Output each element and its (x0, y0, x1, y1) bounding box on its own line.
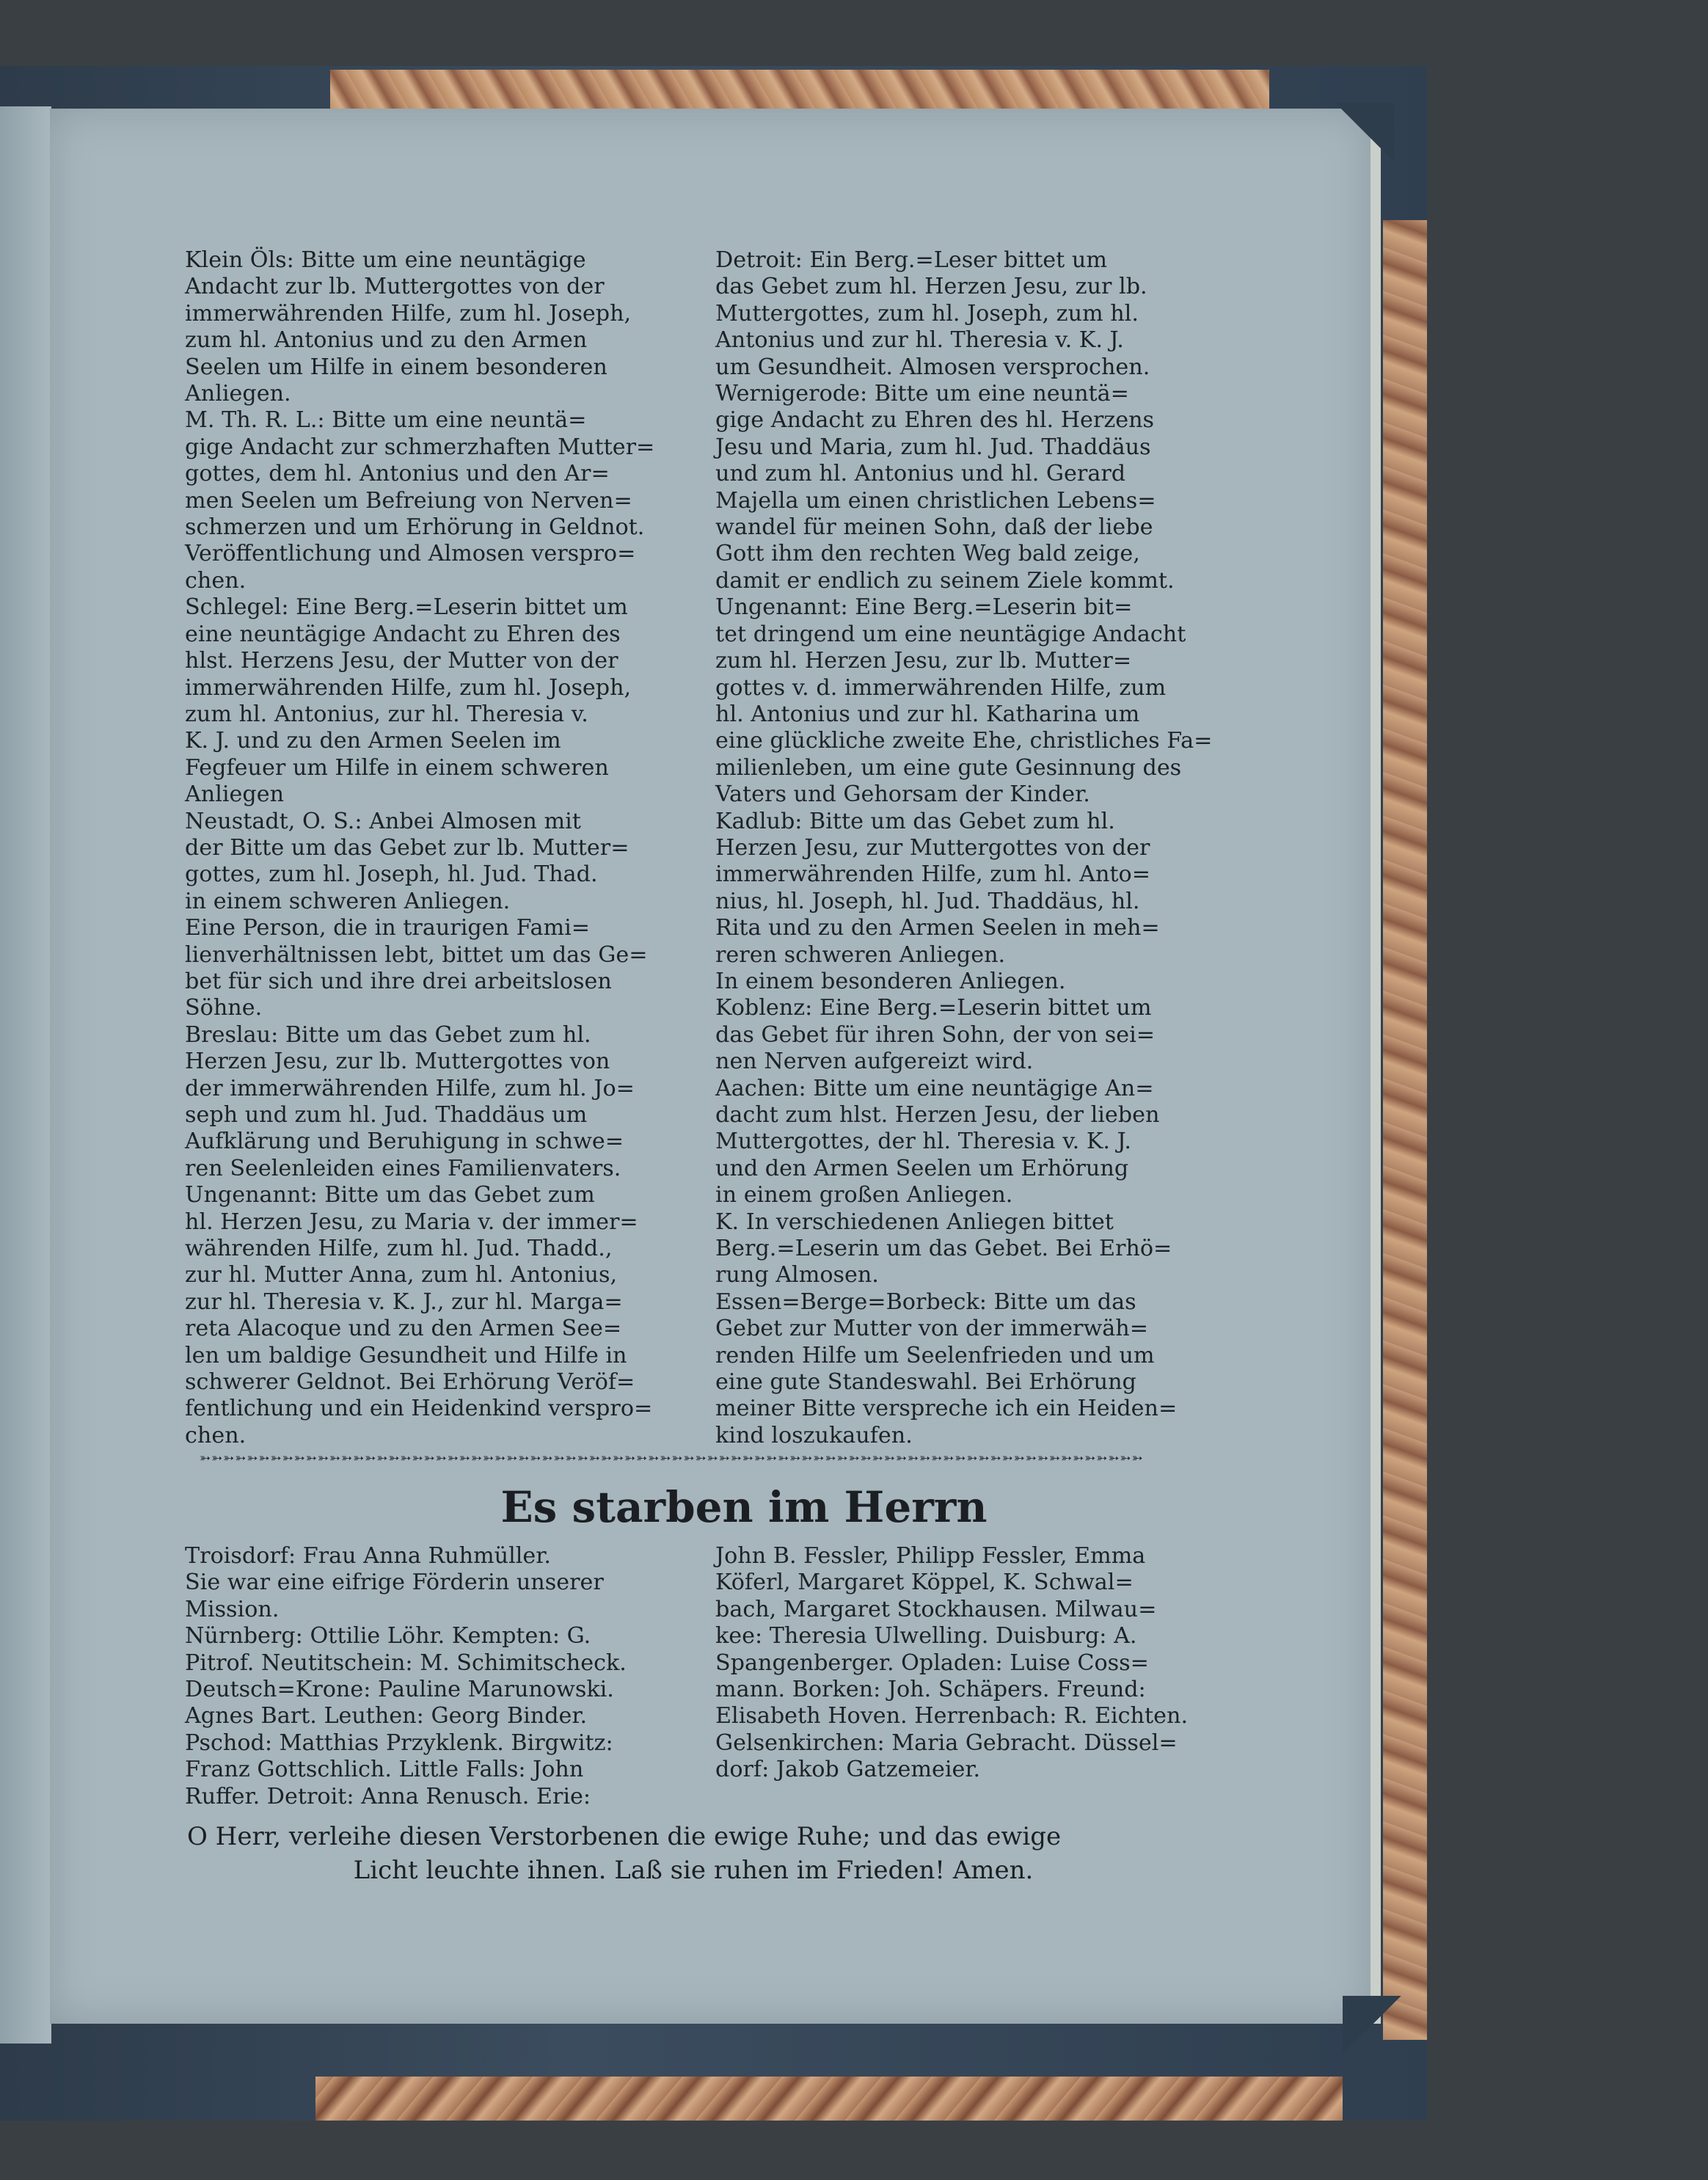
text-line: renden Hilfe um Seelenfrieden und um (715, 1342, 1155, 1368)
text-line: der immerwährenden Hilfe, zum hl. Jo= (185, 1075, 635, 1101)
text-line: Breslau: Bitte um das Gebet zum hl. (185, 1021, 591, 1048)
text-line: reren schweren Anliegen. (715, 941, 1006, 968)
text-line: K. J. und zu den Armen Seelen im (185, 728, 561, 754)
text-line: der Bitte um das Gebet zur lb. Mutter= (185, 834, 629, 861)
text-line: dorf: Jakob Gatzemeier. (715, 1757, 981, 1783)
text-line: meiner Bitte verspreche ich ein Heiden= (715, 1396, 1178, 1422)
text-line: chen. (185, 567, 247, 594)
cover-corner-bottom-right (1343, 1996, 1401, 2055)
text-line: Aachen: Bitte um eine neuntägige An= (715, 1075, 1154, 1101)
text-line: Spangenberger. Opladen: Luise Coss= (715, 1649, 1149, 1676)
text-line: Franz Gottschlich. Little Falls: John (185, 1757, 584, 1783)
text-line: men Seelen um Befreiung von Nerven= (185, 487, 632, 514)
text-line: Muttergottes, zum hl. Joseph, zum hl. (715, 300, 1139, 327)
text-line: bach, Margaret Stockhausen. Milwau= (715, 1596, 1157, 1622)
ornamental-divider: ➳➳➳➳➳➳➳➳➳➳➳➳➳➳➳➳➳➳➳➳➳➳➳➳➳➳➳➳➳➳➳➳➳➳➳➳➳➳➳➳➳➳➳➳➳➳➳➳➳➳➳➳➳➳➳➳➳➳➳➳➳➳➳➳➳➳➳➳➳➳➳➳➳➳➳➳➳➳➳➳ (200, 1451, 1144, 1465)
text-line: das Gebet zum hl. Herzen Jesu, zur lb. (715, 274, 1147, 300)
deaths-column-left (185, 1543, 676, 1810)
text-line: John B. Fessler, Philipp Fessler, Emma (715, 1543, 1146, 1569)
text-line: damit er endlich zu seinem Ziele kommt. (715, 567, 1175, 594)
text-line: Gebet zur Mutter von der immerwäh= (715, 1316, 1149, 1342)
text-line: das Gebet für ihren Sohn, der von sei= (715, 1021, 1156, 1048)
text-line: mann. Borken: Joh. Schäpers. Freund: (715, 1677, 1146, 1703)
text-line: chen. (185, 1422, 247, 1448)
text-line: zur hl. Theresia v. K. J., zur hl. Marga= (185, 1288, 623, 1315)
text-line: Anliegen (185, 781, 285, 808)
text-line: Andacht zur lb. Muttergottes von der (185, 274, 605, 300)
text-line: Ungenannt: Bitte um das Gebet zum (185, 1182, 595, 1209)
text-line: bet für sich und ihre drei arbeitslosen (185, 968, 612, 994)
text-line: zum hl. Antonius, zur hl. Theresia v. (185, 701, 588, 727)
text-line: nius, hl. Joseph, hl. Jud. Thaddäus, hl. (715, 888, 1140, 914)
text-line: Fegfeuer um Hilfe in einem schweren (185, 754, 609, 781)
text-line: K. In verschiedenen Anliegen bittet (715, 1209, 1114, 1235)
petitions-column-right (715, 247, 1213, 1449)
text-line: lienverhältnissen lebt, bittet um das Ge= (185, 941, 648, 968)
text-line: seph und zum hl. Jud. Thaddäus um (185, 1102, 588, 1128)
text-line: Jesu und Maria, zum hl. Jud. Thaddäus (715, 434, 1151, 460)
text-line: zum hl. Herzen Jesu, zur lb. Mutter= (715, 648, 1132, 674)
text-line: Antonius und zur hl. Theresia v. K. J. (715, 327, 1124, 354)
text-line: Neustadt, O. S.: Anbei Almosen mit (185, 808, 581, 834)
text-line: und zum hl. Antonius und hl. Gerard (715, 461, 1126, 487)
text-line: Aufklärung und Beruhigung in schwe= (185, 1129, 624, 1155)
text-line: gottes v. d. immerwährenden Hilfe, zum (715, 674, 1167, 701)
text-line: eine glückliche zweite Ehe, christliches Fa= (715, 728, 1213, 754)
text-line: Ruffer. Detroit: Anna Renusch. Erie: (185, 1783, 591, 1809)
text-line: In einem besonderen Anliegen. (715, 968, 1066, 994)
text-line: hlst. Herzens Jesu, der Mutter von der (185, 648, 618, 674)
text-line: Muttergottes, der hl. Theresia v. K. J. (715, 1129, 1131, 1155)
text-line: Herzen Jesu, zur lb. Muttergottes von (185, 1049, 610, 1075)
text-line: immerwährenden Hilfe, zum hl. Joseph, (185, 300, 632, 327)
text-line: Anliegen. (185, 381, 291, 407)
text-line: Koblenz: Eine Berg.=Leserin bittet um (715, 995, 1152, 1021)
text-line: wandel für meinen Sohn, daß der liebe (715, 514, 1153, 541)
marbled-edge-right (1383, 220, 1427, 2040)
text-line: fentlichung und ein Heidenkind verspro= (185, 1396, 653, 1422)
text-line: Kadlub: Bitte um das Gebet zum hl. (715, 808, 1115, 834)
text-line: rung Almosen. (715, 1262, 879, 1288)
text-line: Schlegel: Eine Berg.=Leserin bittet um (185, 594, 628, 621)
text-line: Pschod: Matthias Przyklenk. Birgwitz: (185, 1729, 613, 1756)
closing-prayer-line-2: Licht leuchte ihnen. Laß sie ruhen im Frieden! Amen. (353, 1856, 1034, 1885)
facing-page-edge (0, 106, 51, 2044)
text-line: um Gesundheit. Almosen versprochen. (715, 354, 1150, 380)
text-line: kind loszukaufen. (715, 1422, 913, 1448)
text-line: Mission. (185, 1596, 280, 1622)
text-line: Vaters und Gehorsam der Kinder. (715, 781, 1090, 808)
text-line: eine neuntägige Andacht zu Ehren des (185, 621, 621, 647)
text-line: gige Andacht zu Ehren des hl. Herzens (715, 407, 1155, 434)
text-line: Agnes Bart. Leuthen: Georg Binder. (185, 1703, 588, 1729)
text-line: milienleben, um eine gute Gesinnung des (715, 754, 1182, 781)
petitions-column-left (185, 247, 676, 1449)
text-line: Wernigerode: Bitte um eine neuntä= (715, 381, 1129, 407)
closing-prayer-line-1: O Herr, verleihe diesen Verstorbenen die ewige Ruhe; und das ewige (187, 1822, 1062, 1851)
text-line: Elisabeth Hoven. Herrenbach: R. Eichten. (715, 1703, 1189, 1729)
text-line: immerwährenden Hilfe, zum hl. Anto= (715, 861, 1151, 888)
section-heading (0, 1482, 1708, 1532)
text-line: währenden Hilfe, zum hl. Jud. Thadd., (185, 1236, 613, 1262)
text-line: Majella um einen christlichen Lebens= (715, 487, 1156, 514)
text-line: gottes, dem hl. Antonius und den Ar= (185, 461, 610, 487)
text-line: Ungenannt: Eine Berg.=Leserin bit= (715, 594, 1133, 621)
text-line: eine gute Standeswahl. Bei Erhörung (715, 1369, 1136, 1396)
text-line: in einem großen Anliegen. (715, 1182, 1013, 1209)
text-line: dacht zum hlst. Herzen Jesu, der lieben (715, 1102, 1160, 1128)
text-line: zur hl. Mutter Anna, zum hl. Antonius, (185, 1262, 618, 1288)
text-line: Gott ihm den rechten Weg bald zeige, (715, 541, 1140, 567)
heading-text: Es starben im Herrn (500, 1482, 988, 1532)
text-line: schwerer Geldnot. Bei Erhörung Veröf= (185, 1369, 635, 1396)
text-line: kee: Theresia Ulwelling. Duisburg: A. (715, 1623, 1137, 1649)
deaths-column-right (715, 1543, 1207, 1784)
text-line: Söhne. (185, 995, 263, 1021)
text-line: Detroit: Ein Berg.=Leser bittet um (715, 247, 1107, 273)
text-line: len um baldige Gesundheit und Hilfe in (185, 1342, 627, 1368)
text-line: zum hl. Antonius und zu den Armen (185, 327, 588, 354)
text-line: Troisdorf: Frau Anna Ruhmüller. (185, 1543, 552, 1569)
text-line: Rita und zu den Armen Seelen in meh= (715, 915, 1160, 941)
text-line: nen Nerven aufgereizt wird. (715, 1049, 1034, 1075)
text-line: Essen=Berge=Borbeck: Bitte um das (715, 1288, 1136, 1315)
text-line: Köferl, Margaret Köppel, K. Schwal= (715, 1570, 1134, 1596)
text-line: Pitrof. Neutitschein: M. Schimitscheck. (185, 1649, 627, 1676)
marbled-edge-bottom (315, 2077, 1343, 2121)
text-line: Herzen Jesu, zur Muttergottes von der (715, 834, 1150, 861)
text-line: Eine Person, die in traurigen Fami= (185, 915, 591, 941)
text-line: hl. Antonius und zur hl. Katharina um (715, 701, 1140, 727)
text-line: Berg.=Leserin um das Gebet. Bei Erhö= (715, 1236, 1172, 1262)
text-line: hl. Herzen Jesu, zu Maria v. der immer= (185, 1209, 638, 1235)
text-line: Seelen um Hilfe in einem besonderen (185, 354, 607, 380)
closing-prayer (187, 1820, 1200, 1887)
marbled-edge-top (330, 70, 1269, 114)
cover-corner-top-right (1335, 103, 1394, 161)
text-line: tet dringend um eine neuntägige Andacht (715, 621, 1186, 647)
text-line: schmerzen und um Erhörung in Geldnot. (185, 514, 645, 541)
text-line: immerwährenden Hilfe, zum hl. Joseph, (185, 674, 632, 701)
text-line: reta Alacoque und zu den Armen See= (185, 1316, 622, 1342)
text-line: in einem schweren Anliegen. (185, 888, 511, 914)
text-line: ren Seelenleiden eines Familienvaters. (185, 1155, 621, 1181)
text-line: Sie war eine eifrige Förderin unserer (185, 1570, 604, 1596)
text-line: M. Th. R. L.: Bitte um eine neuntä= (185, 407, 587, 434)
text-line: und den Armen Seelen um Erhörung (715, 1155, 1129, 1181)
text-line: gottes, zum hl. Joseph, hl. Jud. Thad. (185, 861, 598, 888)
text-line: Gelsenkirchen: Maria Gebracht. Düssel= (715, 1729, 1178, 1756)
text-line: gige Andacht zur schmerzhaften Mutter= (185, 434, 655, 460)
text-line: Nürnberg: Ottilie Löhr. Kempten: G. (185, 1623, 591, 1649)
text-line: Deutsch=Krone: Pauline Marunowski. (185, 1677, 614, 1703)
text-line: Veröffentlichung und Almosen verspro= (185, 541, 636, 567)
text-line: Klein Öls: Bitte um eine neuntägige (185, 247, 586, 273)
